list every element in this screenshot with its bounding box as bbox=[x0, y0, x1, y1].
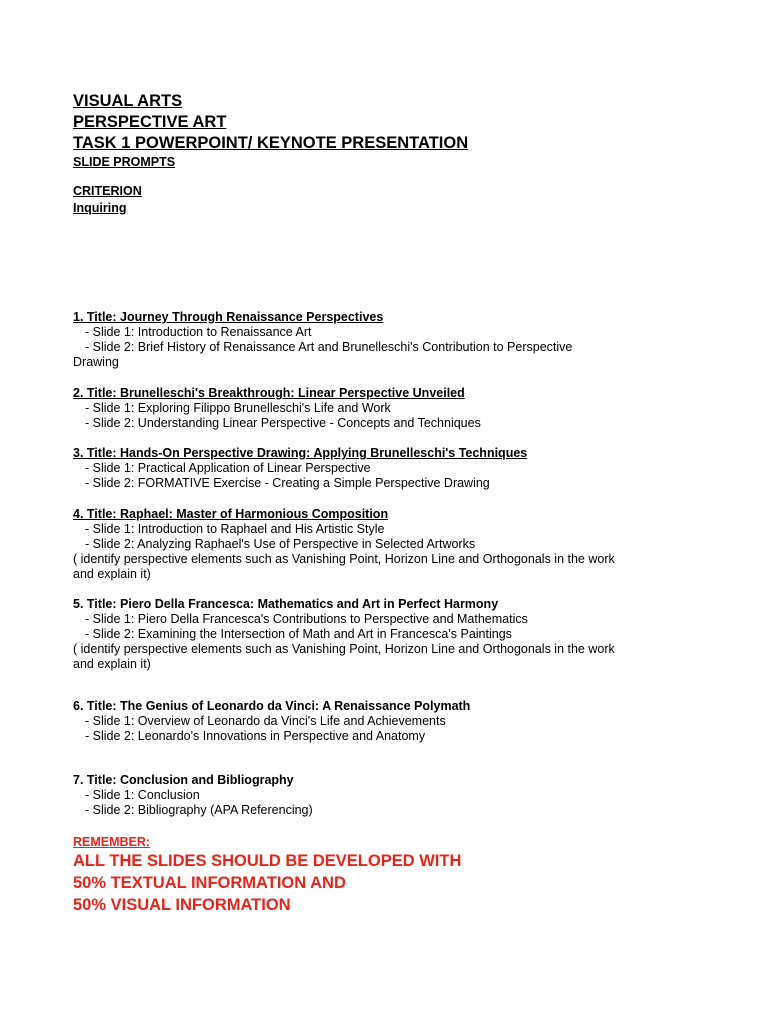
section-1 bbox=[73, 310, 723, 370]
slide-item: - Slide 1: Introduction to Renaissance Art bbox=[85, 325, 312, 339]
remember-line: ALL THE SLIDES SHOULD BE DEVELOPED WITH bbox=[73, 852, 462, 870]
slide-item: - Slide 1: Conclusion bbox=[85, 788, 200, 802]
criterion-block bbox=[73, 183, 142, 217]
section-title: 6. Title: The Genius of Leonardo da Vinci: A Renaissance Polymath bbox=[73, 699, 471, 713]
section-note: ( identify perspective elements such as Vanishing Point, Horizon Line and Orthogonals in the work bbox=[73, 552, 615, 566]
slide-item: - Slide 2: Understanding Linear Perspective - Concepts and Techniques bbox=[85, 416, 481, 430]
section-7 bbox=[73, 773, 723, 818]
remember-label: REMEMBER: bbox=[73, 835, 151, 849]
slide-item: - Slide 1: Introduction to Raphael and His Artistic Style bbox=[85, 522, 385, 536]
section-6 bbox=[73, 699, 723, 744]
slide-item: - Slide 2: Bibliography (APA Referencing) bbox=[85, 803, 313, 817]
section-4 bbox=[73, 507, 723, 582]
remember-block bbox=[73, 834, 461, 916]
unit-title: PERSPECTIVE ART bbox=[73, 113, 227, 131]
document-header bbox=[73, 91, 468, 170]
section-title: 5. Title: Piero Della Francesca: Mathematics and Art in Perfect Harmony bbox=[73, 597, 499, 611]
document-subtitle: SLIDE PROMPTS bbox=[73, 155, 176, 169]
section-title: 7. Title: Conclusion and Bibliography bbox=[73, 773, 294, 787]
section-note: and explain it) bbox=[73, 657, 151, 671]
section-note: ( identify perspective elements such as Vanishing Point, Horizon Line and Orthogonals in the work bbox=[73, 642, 615, 656]
section-title: 2. Title: Brunelleschi's Breakthrough: Linear Perspective Unveiled bbox=[73, 386, 465, 400]
slide-item: - Slide 1: Piero Della Francesca's Contributions to Perspective and Mathematics bbox=[85, 612, 528, 626]
task-title: TASK 1 POWERPOINT/ KEYNOTE PRESENTATION bbox=[73, 134, 469, 152]
section-title: 3. Title: Hands-On Perspective Drawing: Applying Brunelleschi's Techniques bbox=[73, 446, 528, 460]
remember-line: 50% VISUAL INFORMATION bbox=[73, 896, 291, 914]
section-5 bbox=[73, 597, 723, 672]
criterion-label: CRITERION bbox=[73, 184, 142, 198]
slide-item: - Slide 1: Overview of Leonardo da Vinci's Life and Achievements bbox=[85, 714, 446, 728]
slide-item: - Slide 2: FORMATIVE Exercise - Creating a Simple Perspective Drawing bbox=[85, 476, 490, 490]
section-3 bbox=[73, 446, 723, 491]
slide-item: - Slide 2: Leonardo's Innovations in Perspective and Anatomy bbox=[85, 729, 426, 743]
section-title: 1. Title: Journey Through Renaissance Perspectives bbox=[73, 310, 384, 324]
subject-title: VISUAL ARTS bbox=[73, 92, 183, 110]
section-title: 4. Title: Raphael: Master of Harmonious Composition bbox=[73, 507, 389, 521]
criterion-value: Inquiring bbox=[73, 201, 127, 215]
slide-item: - Slide 1: Practical Application of Linear Perspective bbox=[85, 461, 371, 475]
slide-continuation: Drawing bbox=[73, 355, 119, 369]
slide-item: - Slide 2: Examining the Intersection of Math and Art in Francesca's Paintings bbox=[85, 627, 512, 641]
slide-item: - Slide 1: Exploring Filippo Brunelleschi's Life and Work bbox=[85, 401, 391, 415]
slide-item: - Slide 2: Brief History of Renaissance Art and Brunelleschi's Contribution to Perspective bbox=[85, 340, 573, 354]
slide-item: - Slide 2: Analyzing Raphael's Use of Perspective in Selected Artworks bbox=[85, 537, 476, 551]
section-note: and explain it) bbox=[73, 567, 151, 581]
remember-line: 50% TEXTUAL INFORMATION AND bbox=[73, 874, 346, 892]
section-2 bbox=[73, 386, 723, 431]
